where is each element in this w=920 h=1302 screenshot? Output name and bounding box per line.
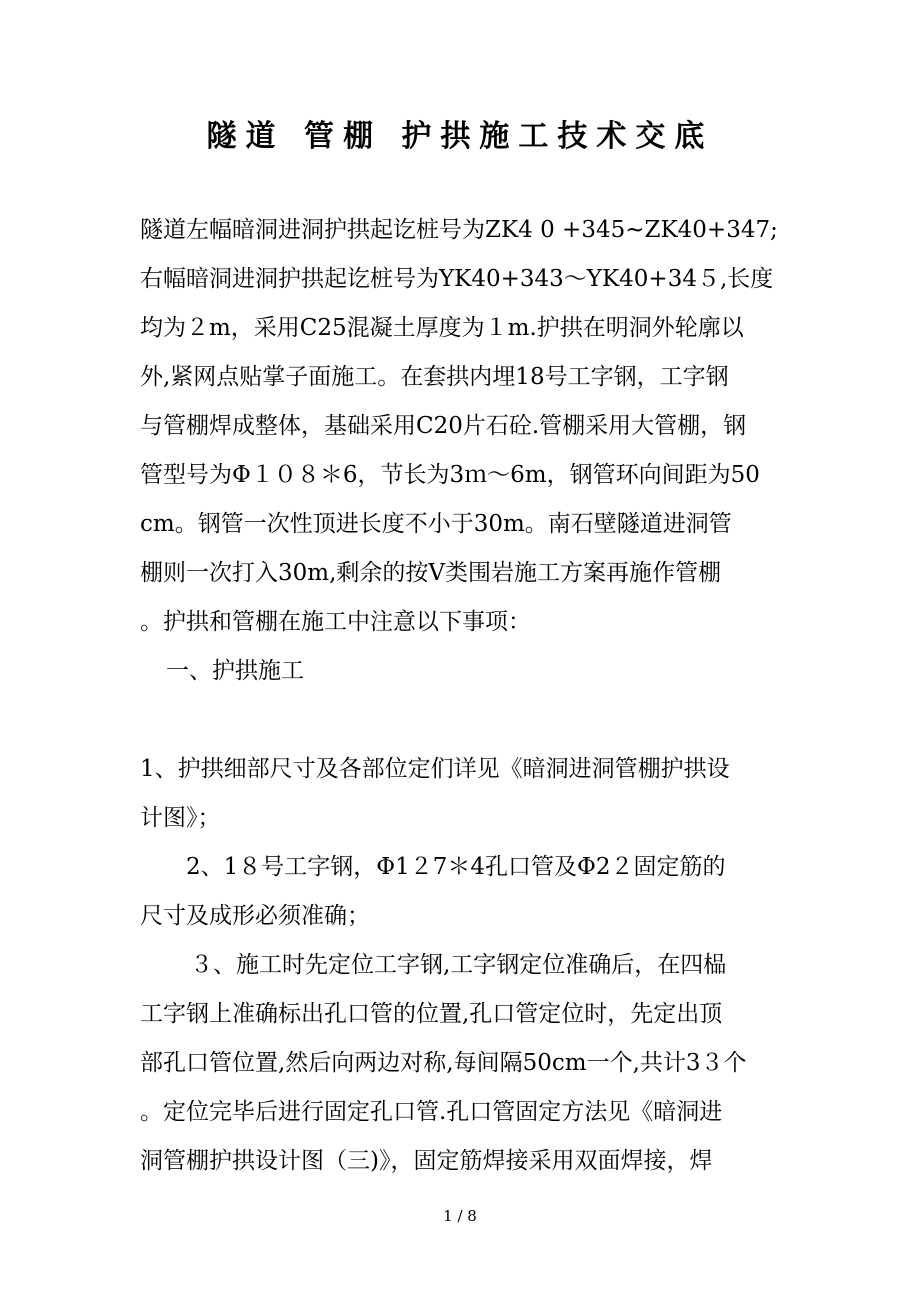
text-line: 部孔口管位置,然后向两边对称,每间隔50cm一个,共计3３个 [140,1050,747,1076]
text-line: 尺寸及成形必须准确； [140,903,370,929]
text-line: 右幅暗洞进洞护拱起讫桩号为YK40+343～YK40+34５,长度 [140,266,774,292]
text-line: 与管棚焊成整体，基础采用C20片石砼.管棚采用大管棚，钢 [140,413,747,439]
document-body [140,206,790,1186]
text-line: 。护拱和管棚在施工中注意以下事项： [140,609,531,635]
list-item-1 [140,745,790,843]
document-title: 隧道 管棚 护拱施工技术交底 [206,119,714,154]
text-line: 。定位完毕后进行固定孔口管.孔口管固定方法见《暗洞进 [140,1099,723,1125]
text-line: 2、1８号工字钢，Φ1２7＊4孔口管及Φ2２固定筋的 [186,854,726,880]
text-line: 棚则一次打入30m,剩余的按Ⅴ类围岩施工方案再施作管棚 [140,560,721,586]
text-line: 均为２m，采用C25混凝土厚度为１m.护拱在明洞外轮廓以 [140,315,744,341]
blank-line [140,696,790,745]
list-item-3 [140,941,790,1186]
text-line: cm。钢管一次性顶进长度不小于30m。南石壁隧道进洞管 [140,511,732,537]
text-line: 工字钢上准确标出孔口管的位置,孔口管定位时，先定出顶 [140,1001,723,1027]
text-line: 外,紧网点贴掌子面施工。在套拱内埋18号工字钢，工字钢 [140,364,729,390]
text-line: 1、护拱细部尺寸及各部位定们详见《暗洞进洞管棚护拱设 [140,756,730,782]
paragraph-intro [140,206,790,647]
text-line: 洞管棚护拱设计图（三)》，固定筋焊接采用双面焊接，焊 [140,1148,713,1174]
section-heading: 一、护拱施工 [166,658,304,684]
text-line: ３、施工时先定位工字钢,工字钢定位准确后，在四榀 [190,952,727,978]
text-line: 计图》； [140,805,221,831]
list-item-2 [140,843,790,941]
text-line: 管型号为Φ１０８＊6，节长为3ｍ～6m，钢管环向间距为50 [140,462,760,488]
text-line: 隧道左幅暗洞进洞护拱起讫桩号为ZK4 0 +345~ZK40+347; [140,217,778,243]
page-number: 1 / 8 [443,1207,477,1225]
